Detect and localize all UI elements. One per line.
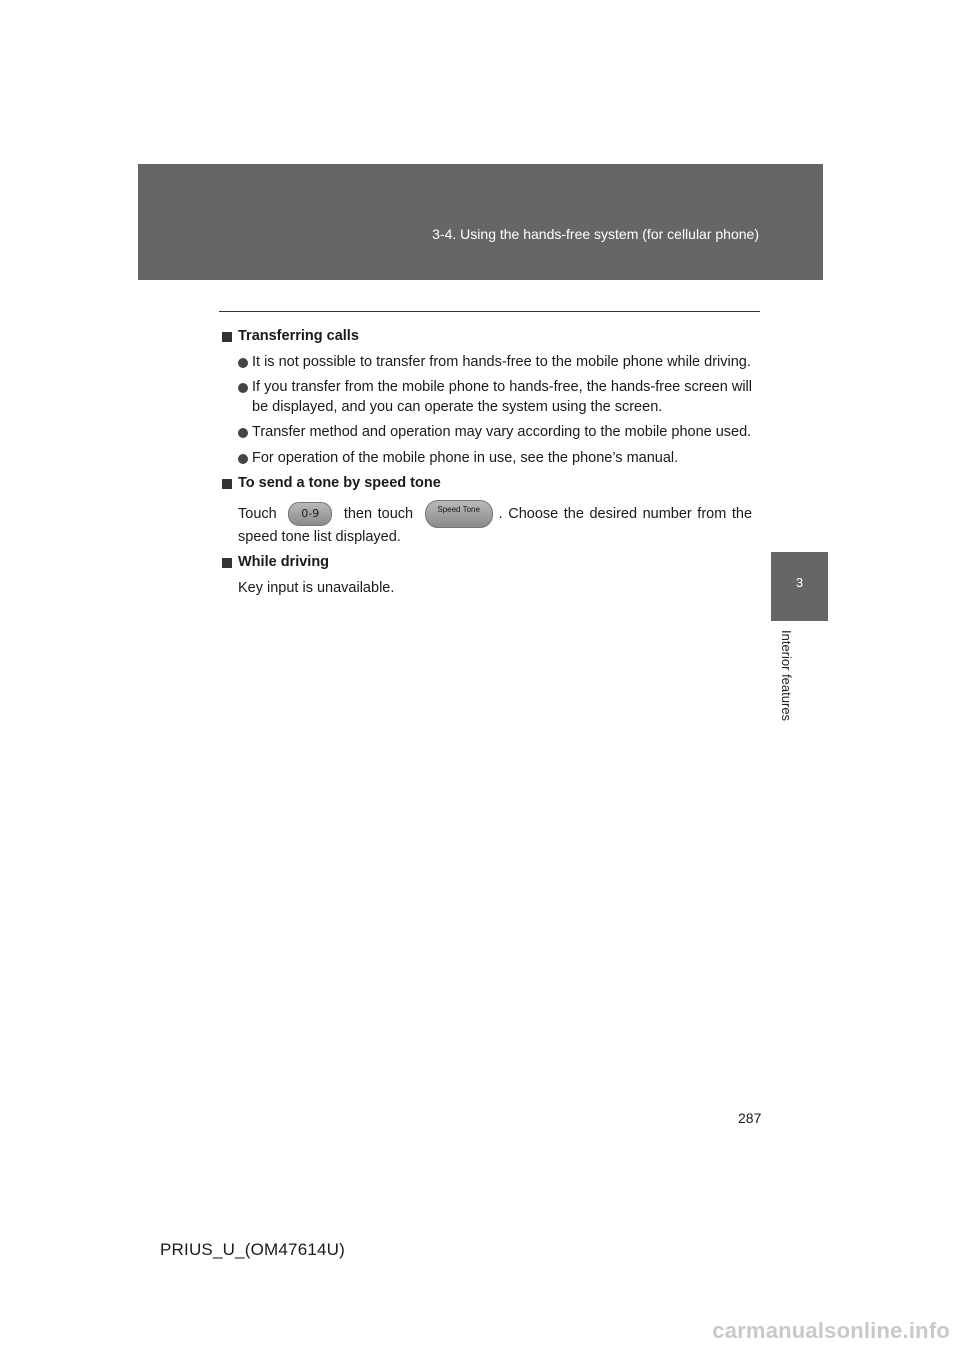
speed-tone-button-icon: Speed Tone [425,500,493,528]
chapter-tab [771,552,828,621]
round-bullet-icon [238,383,248,393]
chapter-number: 3 [795,575,804,590]
footer-code: PRIUS_U_(OM47614U) [160,1240,345,1259]
watermark: carmanualsonline.info [712,1318,950,1343]
bullet-item: For operation of the mobile phone in use, see the phone’s manual. [222,449,752,469]
divider-rule [219,311,760,312]
chapter-label-text: Interior features [779,630,794,722]
square-bullet-icon [222,558,232,568]
page-number: 287 [738,1110,762,1126]
heading-while-driving: While driving [222,553,752,573]
keypad-0-9-button-icon: 0-9 [288,502,332,526]
heading-speed-tone: To send a tone by speed tone [222,474,752,494]
while-driving-text: Key input is unavailable. [238,579,395,596]
square-bullet-icon [222,479,232,489]
square-bullet-icon [222,332,232,342]
round-bullet-icon [238,454,248,464]
speed-tone-instructions: Touch 0-9 then touch Speed Tone . Choose the desired number from the speed tone list displayed. [222,500,752,548]
heading-transferring-calls: Transferring calls [222,327,752,347]
bullet-item: It is not possible to transfer from hands-free to the mobile phone while driving. [222,353,752,373]
round-bullet-icon [238,358,248,368]
round-bullet-icon [238,428,248,438]
bullet-item: Transfer method and operation may vary according to the mobile phone used. [222,423,752,443]
bullet-item: If you transfer from the mobile phone to hands-free, the hands-free screen will be displayed, and you can operate the system using the screen. [222,378,752,417]
main-content [222,327,752,604]
section-title: 3-4. Using the hands-free system (for cellular phone) [432,226,759,242]
header-band [138,164,823,280]
